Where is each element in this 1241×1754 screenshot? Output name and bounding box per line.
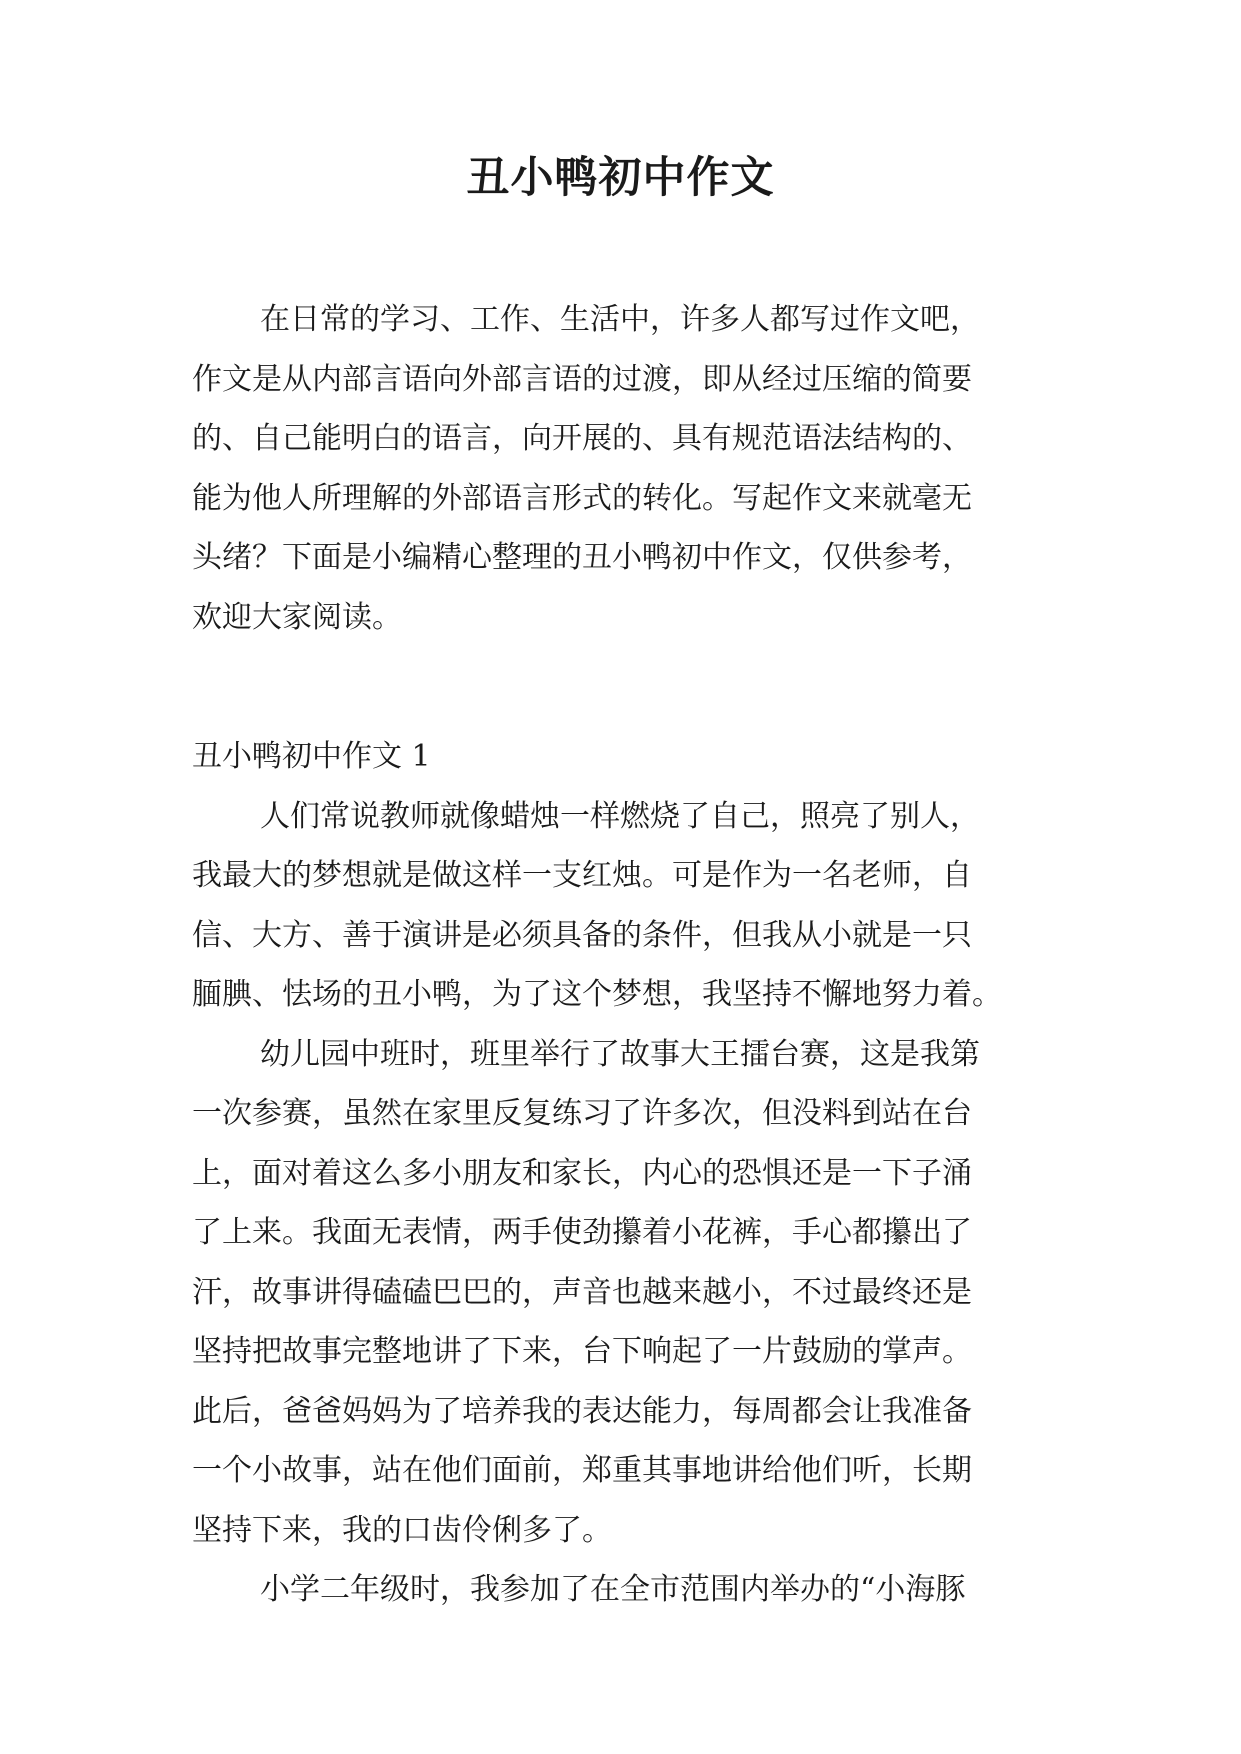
text-line: 一个小故事，站在他们面前，郑重其事地讲给他们听，长期 xyxy=(192,1453,972,1488)
text-line: 人们常说教师就像蜡烛一样燃烧了自己，照亮了别人， xyxy=(260,798,980,834)
text-line: 小学二年级时，我参加了在全市范围内举办的“小海豚 xyxy=(260,1572,966,1607)
spacer xyxy=(192,647,1072,727)
text-line: 在日常的学习、工作、生活中，许多人都写过作文吧， xyxy=(260,302,980,337)
text-line: 坚持把故事完整地讲了下来，台下响起了一片鼓励的掌声。 xyxy=(192,1334,972,1369)
text-line: 作文是从内部言语向外部言语的过渡，即从经过压缩的简要 xyxy=(192,361,972,397)
paragraph xyxy=(192,1025,1072,1561)
document-title: 丑小鸭初中作文 xyxy=(466,153,775,203)
text-line: 坚持下来，我的口齿伶俐多了。 xyxy=(192,1512,612,1548)
text-line: 能为他人所理解的外部语言形式的转化。写起作文来就毫无 xyxy=(192,480,972,516)
text-line: 幼儿园中班时，班里举行了故事大王擂台赛，这是我第 xyxy=(260,1036,980,1072)
text-line: 欢迎大家阅读。 xyxy=(192,599,402,635)
paragraph xyxy=(192,787,1072,1025)
text-line: 此后，爸爸妈妈为了培养我的表达能力，每周都会让我准备 xyxy=(192,1393,972,1429)
text-line: 信、大方、善于演讲是必须具备的条件，但我从小就是一只 xyxy=(192,917,972,953)
text-line: 腼腆、怯场的丑小鸭，为了这个梦想，我坚持不懈地努力着。 xyxy=(192,977,1002,1012)
text-line: 的、自己能明白的语言，向开展的、具有规范语法结构的、 xyxy=(192,421,972,456)
text-line: 一次参赛，虽然在家里反复练习了许多次，但没料到站在台 xyxy=(192,1096,972,1131)
section-heading: 丑小鸭初中作文 1 xyxy=(192,739,431,774)
text-line: 我最大的梦想就是做这样一支红烛。可是作为一名老师，自 xyxy=(192,858,972,893)
document-body xyxy=(192,290,1072,1620)
text-line: 头绪？下面是小编精心整理的丑小鸭初中作文，仅供参考， xyxy=(192,540,972,575)
text-line: 了上来。我面无表情，两手使劲攥着小花裤，手心都攥出了 xyxy=(192,1215,972,1250)
intro-paragraph xyxy=(192,290,1072,647)
text-line: 汗，故事讲得磕磕巴巴的，声音也越来越小，不过最终还是 xyxy=(192,1274,972,1310)
text-line: 上，面对着这么多小朋友和家长，内心的恐惧还是一下子涌 xyxy=(192,1155,972,1191)
paragraph xyxy=(192,1560,1072,1620)
